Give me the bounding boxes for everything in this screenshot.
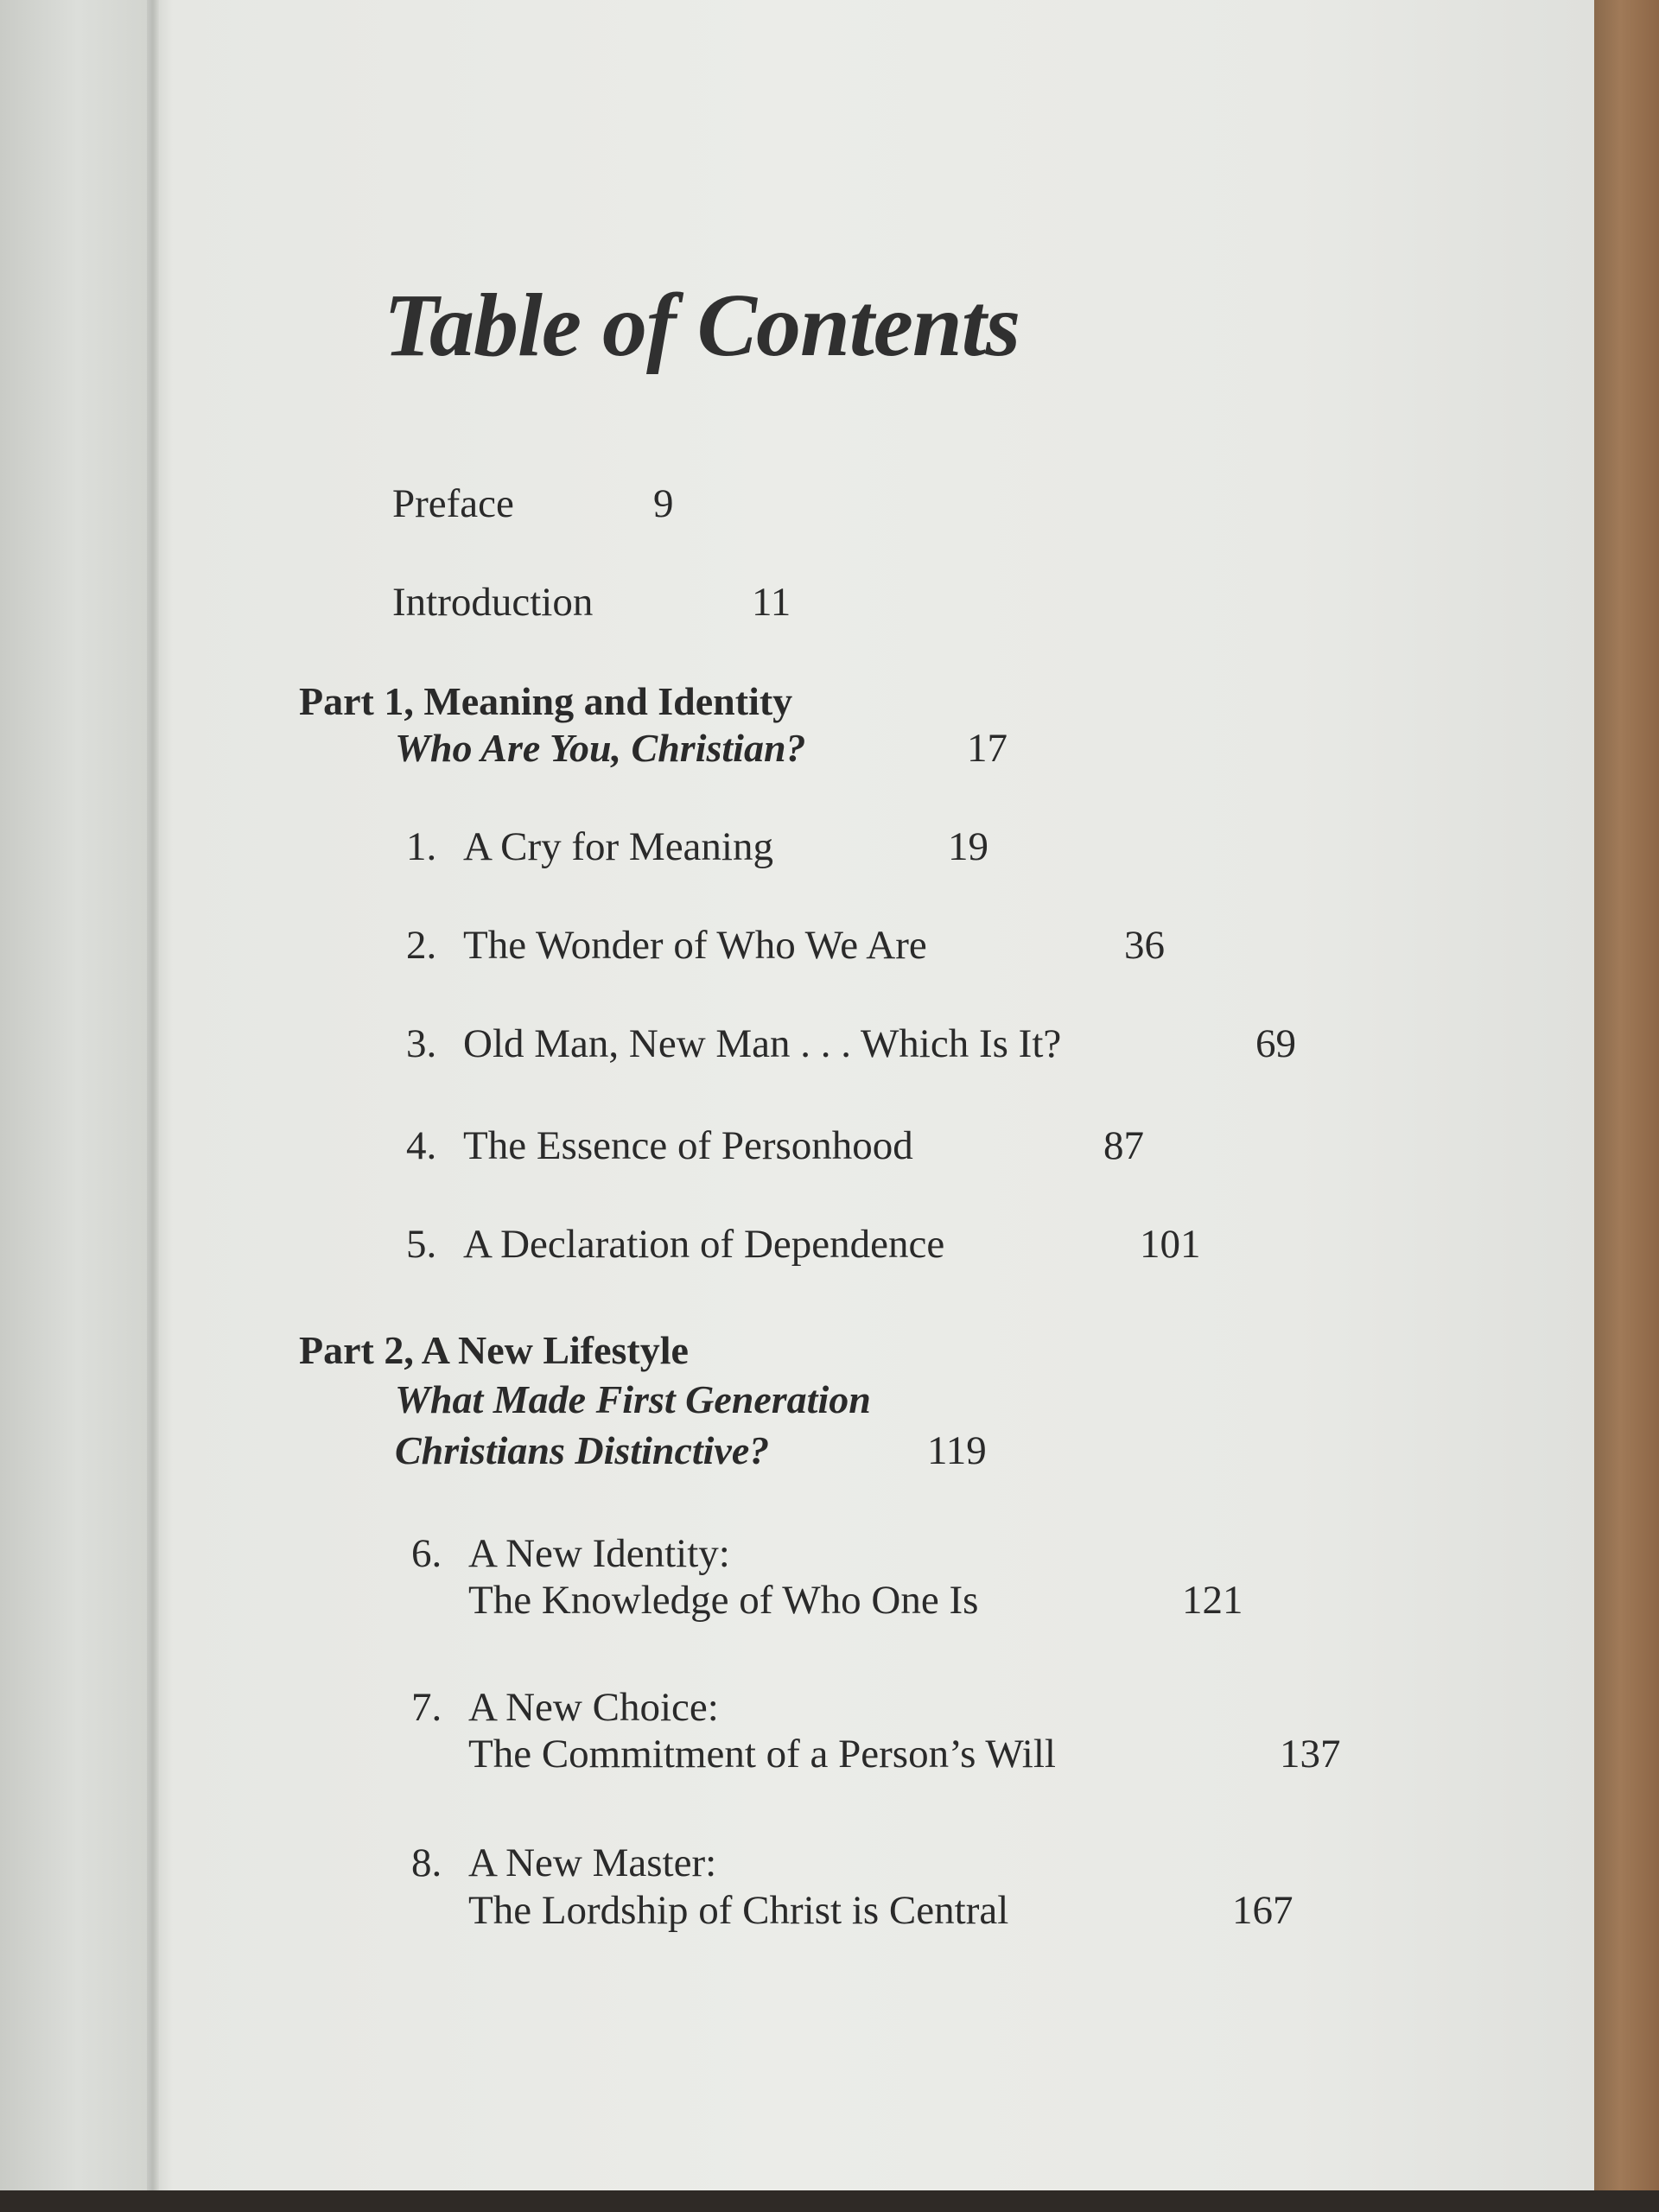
chapter-number: 5.	[406, 1222, 437, 1267]
toc-page-number: 167	[1232, 1888, 1294, 1933]
chapter-number: 4.	[406, 1123, 437, 1168]
chapter-number: 3.	[406, 1021, 437, 1066]
chapter-title: A New Master:	[468, 1840, 717, 1885]
toc-page-number: 9	[653, 481, 674, 526]
toc-page-number: 137	[1280, 1732, 1341, 1777]
chapter-subtitle: The Lordship of Christ is Central	[468, 1888, 1009, 1933]
page-title: Table of Contents	[384, 276, 1020, 375]
chapter-number: 1.	[406, 824, 437, 869]
toc-entry-introduction: Introduction	[392, 580, 594, 625]
toc-page-number: 87	[1103, 1123, 1144, 1168]
toc-page-number: 121	[1182, 1578, 1243, 1623]
chapter-subtitle: The Knowledge of Who One Is	[468, 1578, 979, 1623]
toc-page-number: 19	[948, 824, 988, 869]
part-subtitle: Who Are You, Christian?	[395, 726, 806, 770]
toc-entry-preface: Preface	[392, 481, 514, 526]
chapter-number: 6.	[411, 1531, 442, 1576]
table-edge	[1594, 0, 1659, 2212]
part-subtitle: What Made First Generation	[395, 1377, 871, 1421]
chapter-number: 7.	[411, 1685, 442, 1730]
chapter-title: A New Choice:	[468, 1685, 719, 1730]
toc-page-number: 101	[1140, 1222, 1201, 1267]
toc-page-number: 36	[1124, 923, 1165, 968]
toc-page-number: 11	[752, 580, 791, 625]
toc-page-number: 17	[967, 726, 1007, 771]
page-spine-shadow	[147, 0, 159, 2190]
part-heading: Part 1, Meaning and Identity	[299, 679, 793, 723]
chapter-title: The Wonder of Who We Are	[463, 923, 927, 968]
chapter-title: Old Man, New Man . . . Which Is It?	[463, 1021, 1062, 1066]
chapter-title: A Declaration of Dependence	[463, 1222, 945, 1267]
chapter-title: A New Identity:	[468, 1531, 730, 1576]
chapter-subtitle: The Commitment of a Person’s Will	[468, 1732, 1056, 1777]
chapter-title: The Essence of Personhood	[463, 1123, 913, 1168]
chapter-number: 8.	[411, 1840, 442, 1885]
part-subtitle: Christians Distinctive?	[395, 1428, 770, 1472]
part-heading: Part 2, A New Lifestyle	[299, 1328, 689, 1372]
toc-page-number: 119	[927, 1428, 987, 1473]
chapter-number: 2.	[406, 923, 437, 968]
bottom-edge	[0, 2190, 1659, 2212]
chapter-title: A Cry for Meaning	[463, 824, 773, 869]
toc-page-number: 69	[1255, 1021, 1296, 1066]
